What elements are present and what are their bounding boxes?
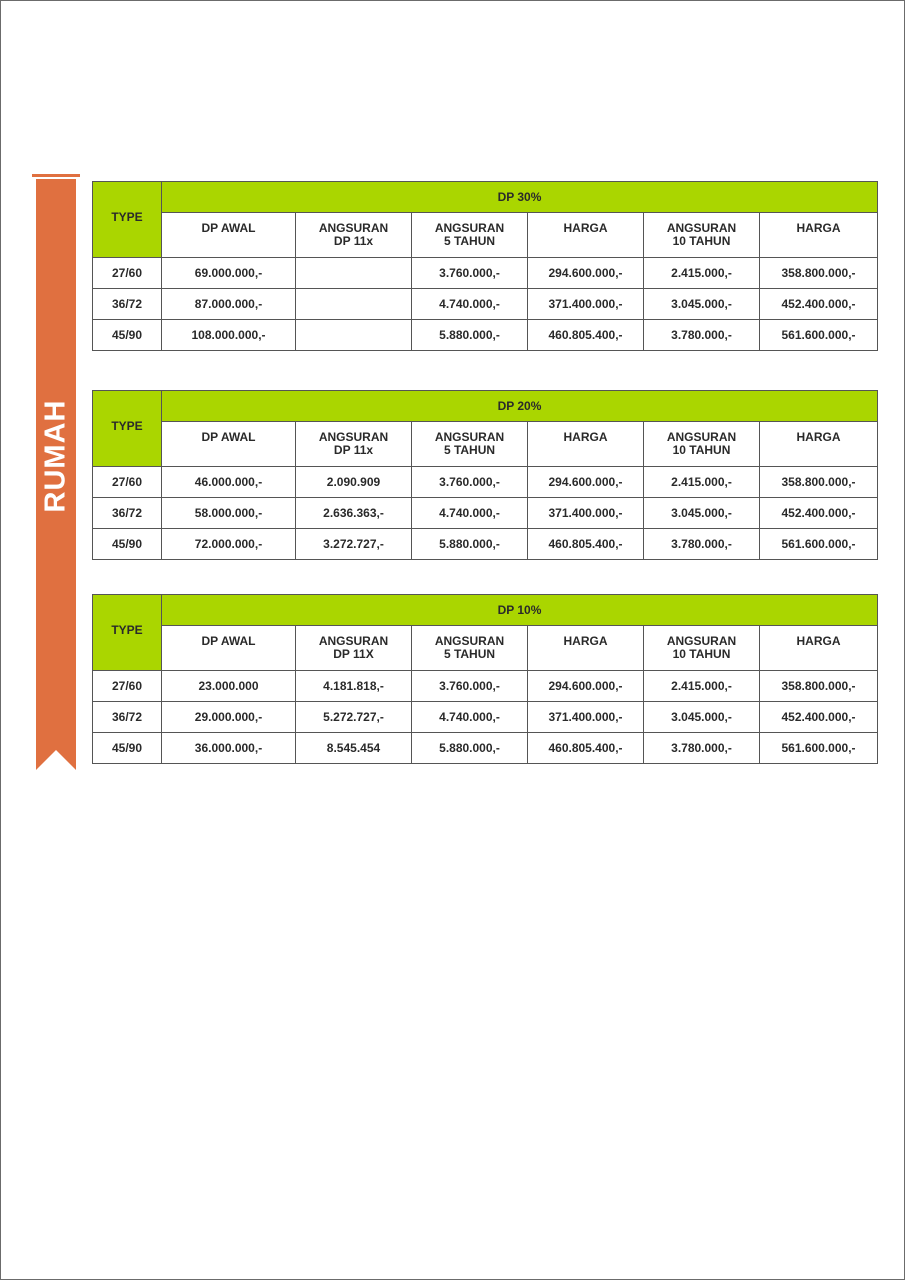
col-dp-awal: DP AWAL [162, 626, 296, 671]
col-angsuran-10: ANGSURAN 10 TAHUN [644, 422, 760, 467]
cell-type: 45/90 [93, 529, 162, 560]
col-harga-5: HARGA [528, 213, 644, 258]
cell-angsuran-dp: 2.090.909 [296, 467, 412, 498]
cell-angsuran-5: 5.880.000,- [412, 529, 528, 560]
col-angsuran-10: ANGSURAN 10 TAHUN [644, 213, 760, 258]
cell-dp-awal: 23.000.000 [162, 671, 296, 702]
table-row [93, 702, 878, 733]
cell-harga-10: 358.800.000,- [760, 258, 878, 289]
cell-type: 27/60 [93, 467, 162, 498]
cell-angsuran-5: 5.880.000,- [412, 733, 528, 764]
col-dp-awal: DP AWAL [162, 213, 296, 258]
table-row [93, 289, 878, 320]
cell-type: 27/60 [93, 258, 162, 289]
dp-title: DP 20% [162, 391, 878, 422]
cell-angsuran-5: 3.760.000,- [412, 671, 528, 702]
table-row [93, 320, 878, 351]
cell-harga-10: 452.400.000,- [760, 702, 878, 733]
cell-type: 36/72 [93, 289, 162, 320]
dp-title: DP 10% [162, 595, 878, 626]
cell-type: 36/72 [93, 702, 162, 733]
cell-harga-10: 358.800.000,- [760, 467, 878, 498]
cell-harga-5: 371.400.000,- [528, 498, 644, 529]
table-row [93, 467, 878, 498]
cell-angsuran-10: 2.415.000,- [644, 467, 760, 498]
cell-angsuran-dp: 3.272.727,- [296, 529, 412, 560]
col-harga-10: HARGA [760, 626, 878, 671]
cell-harga-5: 460.805.400,- [528, 529, 644, 560]
cell-harga-5: 294.600.000,- [528, 671, 644, 702]
cell-harga-10: 561.600.000,- [760, 733, 878, 764]
cell-harga-10: 452.400.000,- [760, 498, 878, 529]
col-harga-5: HARGA [528, 422, 644, 467]
table-row [93, 671, 878, 702]
col-angsuran-dp: ANGSURAN DP 11x [296, 422, 412, 467]
price-table-dp20 [92, 390, 878, 560]
cell-angsuran-5: 4.740.000,- [412, 498, 528, 529]
cell-harga-5: 371.400.000,- [528, 702, 644, 733]
cell-angsuran-5: 3.760.000,- [412, 467, 528, 498]
type-header: TYPE [93, 595, 162, 671]
cell-angsuran-10: 3.045.000,- [644, 498, 760, 529]
cell-dp-awal: 108.000.000,- [162, 320, 296, 351]
cell-harga-5: 371.400.000,- [528, 289, 644, 320]
table-row [93, 258, 878, 289]
price-table-dp10 [92, 594, 878, 764]
cell-angsuran-5: 5.880.000,- [412, 320, 528, 351]
cell-harga-5: 460.805.400,- [528, 320, 644, 351]
cell-angsuran-10: 2.415.000,- [644, 671, 760, 702]
type-header: TYPE [93, 391, 162, 467]
cell-harga-5: 294.600.000,- [528, 467, 644, 498]
cell-harga-5: 294.600.000,- [528, 258, 644, 289]
price-table-dp30 [92, 181, 878, 351]
ribbon-label: RUMAH [39, 399, 72, 513]
cell-angsuran-5: 4.740.000,- [412, 289, 528, 320]
cell-harga-5: 460.805.400,- [528, 733, 644, 764]
cell-dp-awal: 72.000.000,- [162, 529, 296, 560]
cell-dp-awal: 29.000.000,- [162, 702, 296, 733]
dp-title: DP 30% [162, 182, 878, 213]
cell-dp-awal: 58.000.000,- [162, 498, 296, 529]
cell-angsuran-dp: 4.181.818,- [296, 671, 412, 702]
type-header: TYPE [93, 182, 162, 258]
cell-dp-awal: 87.000.000,- [162, 289, 296, 320]
col-angsuran-5: ANGSURAN 5 TAHUN [412, 213, 528, 258]
cell-angsuran-10: 3.780.000,- [644, 733, 760, 764]
cell-angsuran-10: 3.045.000,- [644, 702, 760, 733]
cell-angsuran-10: 2.415.000,- [644, 258, 760, 289]
table-row [93, 498, 878, 529]
col-angsuran-5: ANGSURAN 5 TAHUN [412, 626, 528, 671]
cell-angsuran-dp [296, 320, 412, 351]
cell-angsuran-5: 4.740.000,- [412, 702, 528, 733]
cell-angsuran-dp [296, 258, 412, 289]
cell-dp-awal: 36.000.000,- [162, 733, 296, 764]
cell-type: 45/90 [93, 320, 162, 351]
cell-dp-awal: 69.000.000,- [162, 258, 296, 289]
cell-angsuran-dp: 8.545.454 [296, 733, 412, 764]
cell-harga-10: 561.600.000,- [760, 529, 878, 560]
col-harga-10: HARGA [760, 422, 878, 467]
cell-angsuran-5: 3.760.000,- [412, 258, 528, 289]
cell-type: 45/90 [93, 733, 162, 764]
cell-harga-10: 561.600.000,- [760, 320, 878, 351]
cell-angsuran-10: 3.780.000,- [644, 529, 760, 560]
cell-angsuran-dp: 2.636.363,- [296, 498, 412, 529]
col-harga-10: HARGA [760, 213, 878, 258]
col-angsuran-dp: ANGSURAN DP 11X [296, 626, 412, 671]
cell-type: 27/60 [93, 671, 162, 702]
col-harga-5: HARGA [528, 626, 644, 671]
cell-dp-awal: 46.000.000,- [162, 467, 296, 498]
cell-angsuran-10: 3.045.000,- [644, 289, 760, 320]
cell-harga-10: 358.800.000,- [760, 671, 878, 702]
cell-angsuran-10: 3.780.000,- [644, 320, 760, 351]
cell-type: 36/72 [93, 498, 162, 529]
cell-harga-10: 452.400.000,- [760, 289, 878, 320]
table-row [93, 733, 878, 764]
col-angsuran-5: ANGSURAN 5 TAHUN [412, 422, 528, 467]
col-angsuran-dp: ANGSURAN DP 11x [296, 213, 412, 258]
cell-angsuran-dp: 5.272.727,- [296, 702, 412, 733]
col-angsuran-10: ANGSURAN 10 TAHUN [644, 626, 760, 671]
cell-angsuran-dp [296, 289, 412, 320]
col-dp-awal: DP AWAL [162, 422, 296, 467]
table-row [93, 529, 878, 560]
